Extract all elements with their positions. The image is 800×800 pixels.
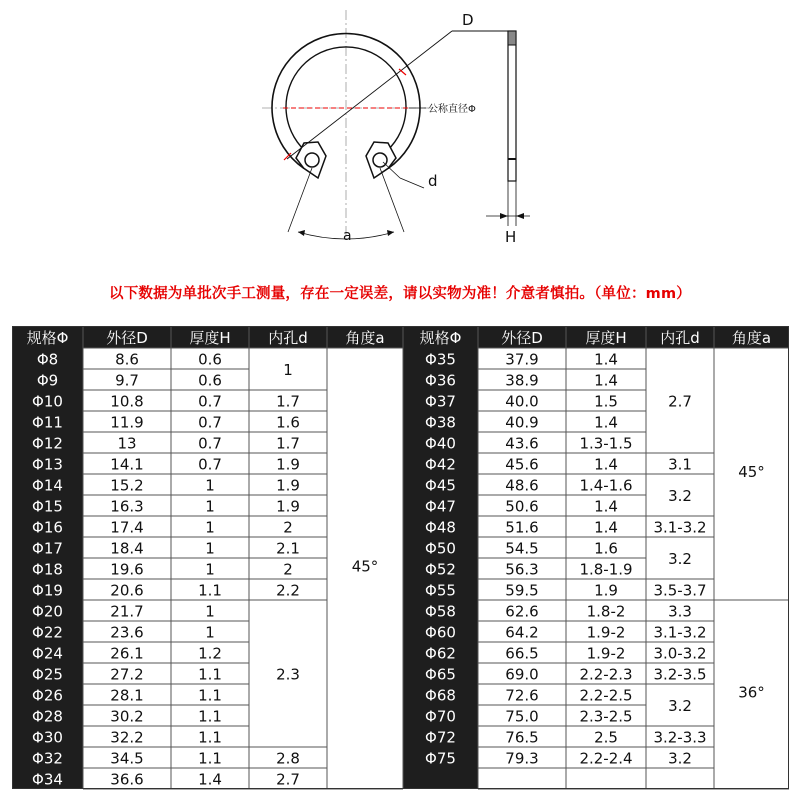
hole-leader-2 — [400, 178, 424, 188]
left-lug-hole — [305, 153, 319, 167]
right-spec-cell: Φ35 — [425, 350, 456, 369]
measurement-notice: 以下数据为单批次手工测量，存在一定误差，请以实物为准！介意者慎拍。（单位：mm） — [109, 286, 691, 302]
left-hole-cell: 2.1 — [276, 539, 300, 558]
left-spec-cell: Φ26 — [32, 686, 63, 705]
left-angle-cell: 45° — [351, 557, 379, 576]
right-spec-cell: Φ62 — [425, 644, 456, 663]
left-header-2: 厚度H — [189, 329, 231, 347]
right-outer-diameter-cell: 51.6 — [505, 518, 539, 537]
left-thickness-cell: 1 — [205, 476, 215, 495]
right-hole-cell: 3.0-3.2 — [653, 644, 707, 663]
left-spec-cell: Φ30 — [32, 728, 63, 747]
left-spec-cell: Φ19 — [32, 581, 63, 600]
right-thickness-cell: 2.2-2.5 — [579, 686, 633, 705]
right-spec-cell: Φ45 — [425, 476, 456, 495]
right-thickness-cell: 1.9-2 — [586, 623, 626, 642]
left-outer-diameter-cell: 19.6 — [110, 560, 144, 579]
angle-label: a — [343, 228, 352, 244]
left-thickness-cell: 0.7 — [198, 413, 222, 432]
left-thickness-cell: 0.6 — [198, 371, 222, 390]
right-hole-cell: 3.1-3.2 — [653, 518, 707, 537]
right-spec-cell: Φ48 — [425, 518, 456, 537]
left-thickness-cell: 1.1 — [198, 686, 222, 705]
left-hole-cell: 2.8 — [276, 749, 300, 768]
left-spec-cell: Φ17 — [32, 539, 63, 558]
left-hole-cell: 1.7 — [276, 434, 300, 453]
thickness-label: H — [505, 228, 517, 246]
left-thickness-cell: 1.1 — [198, 581, 222, 600]
left-header-4: 角度a — [345, 329, 385, 347]
right-thickness-cell: 2.2-2.4 — [579, 749, 633, 768]
right-outer-diameter-cell: 75.0 — [505, 707, 539, 726]
left-outer-diameter-cell: 8.6 — [115, 350, 139, 369]
left-thickness-cell: 1.1 — [198, 707, 222, 726]
left-thickness-cell: 1 — [205, 560, 215, 579]
right-header-1: 外径D — [501, 329, 543, 347]
right-hole-cell: 3.2 — [668, 487, 692, 505]
left-header-0: 规格Φ — [26, 329, 69, 347]
right-thickness-cell: 2.3-2.5 — [579, 707, 633, 726]
left-thickness-cell: 1 — [205, 623, 215, 642]
right-hole-cell: 3.3 — [668, 602, 692, 621]
right-outer-diameter-cell: 62.6 — [505, 602, 539, 621]
right-hole-cell: 3.2 — [668, 550, 692, 568]
left-outer-diameter-cell: 30.2 — [110, 707, 144, 726]
left-hole-cell: 1.9 — [276, 455, 300, 474]
right-thickness-cell: 1.4-1.6 — [579, 476, 633, 495]
left-hole-cell: 1 — [283, 361, 293, 379]
right-outer-diameter-cell: 64.2 — [505, 623, 539, 642]
right-outer-diameter-cell: 48.6 — [505, 476, 539, 495]
left-outer-diameter-cell: 36.6 — [110, 770, 144, 789]
left-hole-cell: 1.6 — [276, 413, 300, 432]
right-outer-diameter-cell: 38.9 — [505, 371, 539, 390]
right-thickness-cell: 1.3-1.5 — [579, 434, 633, 453]
right-outer-diameter-cell: 40.0 — [505, 392, 539, 411]
left-spec-cell: Φ15 — [32, 497, 63, 516]
right-spec-cell: Φ50 — [425, 539, 456, 558]
left-spec-cell: Φ25 — [32, 665, 63, 684]
left-spec-cell: Φ12 — [32, 434, 63, 453]
hole-diameter-label: d — [428, 172, 438, 190]
right-thickness-cell: 2.2-2.3 — [579, 665, 633, 684]
angle-arrow-right — [387, 230, 394, 236]
right-spec-cell: Φ58 — [425, 602, 456, 621]
left-thickness-cell: 1 — [205, 602, 215, 621]
left-outer-diameter-cell: 16.3 — [110, 497, 144, 516]
right-spec-cell: Φ47 — [425, 497, 456, 516]
right-outer-diameter-cell: 50.6 — [505, 497, 539, 516]
outer-diameter-line — [287, 31, 452, 159]
right-outer-diameter-cell: 59.5 — [505, 581, 539, 600]
right-thickness-cell: 1.4 — [594, 518, 618, 537]
left-outer-diameter-cell: 17.4 — [110, 518, 144, 537]
thickness-arrow-left — [500, 213, 508, 219]
right-spec-cell: Φ52 — [425, 560, 456, 579]
right-thickness-cell: 1.8-2 — [586, 602, 626, 621]
left-outer-diameter-cell: 21.7 — [110, 602, 144, 621]
right-outer-diameter-cell: 54.5 — [505, 539, 539, 558]
right-spec-cell: Φ70 — [425, 707, 456, 726]
left-outer-diameter-cell: 28.1 — [110, 686, 144, 705]
left-hole-cell: 2 — [283, 560, 293, 579]
left-hole-cell: 2.2 — [276, 581, 300, 600]
right-thickness-cell: 1.4 — [594, 455, 618, 474]
right-spec-cell: Φ38 — [425, 413, 456, 432]
right-outer-diameter-cell: 72.6 — [505, 686, 539, 705]
right-outer-diameter-cell: 43.6 — [505, 434, 539, 453]
left-hole-cell: 2.3 — [276, 665, 300, 684]
right-lug-hole — [373, 153, 387, 167]
right-header-2: 厚度H — [585, 329, 627, 347]
spec-table — [12, 326, 789, 790]
left-spec-cell: Φ32 — [32, 749, 63, 768]
left-spec-cell: Φ34 — [32, 770, 63, 789]
nominal-diameter-label: 公称直径Φ — [428, 104, 476, 115]
right-spec-cell: Φ36 — [425, 371, 456, 390]
right-outer-diameter-cell: 37.9 — [505, 350, 539, 369]
left-thickness-cell: 1.1 — [198, 749, 222, 768]
left-header-3: 内孔d — [268, 329, 308, 347]
left-thickness-cell: 1.2 — [198, 644, 222, 663]
right-hole-cell: 3.2-3.5 — [653, 665, 707, 684]
angle-line-left — [288, 168, 312, 232]
right-hole-cell: 2.7 — [668, 392, 692, 411]
right-hole-cell: 3.1 — [668, 455, 692, 474]
right-outer-diameter-cell: 40.9 — [505, 413, 539, 432]
left-outer-diameter-cell: 23.6 — [110, 623, 144, 642]
right-outer-diameter-cell: 79.3 — [505, 749, 539, 768]
left-hole-cell: 1.9 — [276, 497, 300, 516]
left-outer-diameter-cell: 14.1 — [110, 455, 144, 474]
right-header-4: 角度a — [731, 329, 772, 347]
left-hole-cell: 2.7 — [276, 770, 300, 789]
right-header-0: 规格Φ — [419, 329, 462, 347]
right-outer-diameter-cell: 45.6 — [505, 455, 539, 474]
left-spec-cell: Φ22 — [32, 623, 63, 642]
right-thickness-cell: 1.9 — [594, 581, 618, 600]
left-spec-cell: Φ11 — [32, 413, 63, 432]
right-thickness-cell: 2.5 — [594, 728, 618, 747]
right-outer-diameter-cell: 76.5 — [505, 728, 539, 747]
right-spec-cell: Φ40 — [425, 434, 456, 453]
right-spec-cell: Φ55 — [425, 581, 456, 600]
right-hole-cell: 3.2 — [668, 697, 692, 715]
right-spec-cell: Φ42 — [425, 455, 456, 474]
left-spec-cell: Φ16 — [32, 518, 63, 537]
right-spec-cell: Φ68 — [425, 686, 456, 705]
right-thickness-cell: 1.5 — [594, 392, 618, 411]
left-outer-diameter-cell: 9.7 — [115, 371, 139, 390]
left-thickness-cell: 0.7 — [198, 455, 222, 474]
right-hole-cell: 3.1-3.2 — [653, 623, 707, 642]
right-outer-diameter-cell: 69.0 — [505, 665, 539, 684]
left-outer-diameter-cell: 15.2 — [110, 476, 144, 495]
right-thickness-cell: 1.4 — [594, 350, 618, 369]
left-thickness-cell: 0.7 — [198, 392, 222, 411]
left-outer-diameter-cell: 18.4 — [110, 539, 144, 558]
right-spec-cell: Φ72 — [425, 728, 456, 747]
left-thickness-cell: 1 — [205, 497, 215, 516]
left-thickness-cell: 1.1 — [198, 665, 222, 684]
left-thickness-cell: 1 — [205, 518, 215, 537]
right-spec-cell: Φ65 — [425, 665, 456, 684]
left-outer-diameter-cell: 13 — [117, 434, 137, 453]
left-outer-diameter-cell: 27.2 — [110, 665, 144, 684]
left-thickness-cell: 0.7 — [198, 434, 222, 453]
right-outer-diameter-cell: 56.3 — [505, 560, 539, 579]
left-thickness-cell: 0.6 — [198, 350, 222, 369]
right-spec-cell: Φ60 — [425, 623, 456, 642]
right-thickness-cell: 1.4 — [594, 497, 618, 516]
right-header-3: 内孔d — [660, 329, 700, 347]
left-spec-cell: Φ8 — [36, 350, 59, 369]
left-outer-diameter-cell: 20.6 — [110, 581, 144, 600]
left-hole-cell: 1.7 — [276, 392, 300, 411]
right-thickness-cell: 1.9-2 — [586, 644, 626, 663]
right-spec-cell: Φ37 — [425, 392, 456, 411]
left-hole-cell: 2 — [283, 518, 293, 537]
right-spec-cell: Φ75 — [425, 749, 456, 768]
left-thickness-cell: 1.4 — [198, 770, 222, 789]
right-angle-cell: 45° — [738, 463, 765, 481]
right-thickness-cell: 1.6 — [594, 539, 618, 558]
left-outer-diameter-cell: 34.5 — [110, 749, 144, 768]
left-spec-cell: Φ9 — [36, 371, 59, 390]
left-spec-cell: Φ28 — [32, 707, 63, 726]
left-spec-cell: Φ10 — [32, 392, 63, 411]
right-angle-cell: 36° — [738, 683, 765, 702]
left-spec-cell: Φ24 — [32, 644, 63, 663]
left-thickness-cell: 1.1 — [198, 728, 222, 747]
left-thickness-cell: 1 — [205, 539, 215, 558]
left-spec-cell: Φ18 — [32, 560, 63, 579]
thickness-arrow-right — [516, 213, 524, 219]
angle-line-right — [380, 168, 404, 232]
right-thickness-cell: 1.4 — [594, 371, 618, 390]
left-outer-diameter-cell: 26.1 — [110, 644, 144, 663]
right-thickness-cell: 1.8-1.9 — [579, 560, 633, 579]
right-thickness-cell: 1.4 — [594, 413, 618, 432]
left-spec-cell: Φ13 — [32, 455, 63, 474]
left-outer-diameter-cell: 32.2 — [110, 728, 144, 747]
left-spec-cell: Φ20 — [32, 602, 63, 621]
right-hole-cell: 3.2 — [668, 749, 692, 768]
left-hole-cell: 1.9 — [276, 476, 300, 495]
left-header-1: 外径D — [106, 329, 148, 347]
left-outer-diameter-cell: 10.8 — [110, 392, 144, 411]
right-hole-cell: 3.2-3.3 — [653, 728, 707, 747]
left-outer-diameter-cell: 11.9 — [110, 413, 144, 432]
left-spec-cell: Φ14 — [32, 476, 63, 495]
outer-diameter-label: D — [462, 11, 474, 29]
angle-arrow-left — [298, 230, 305, 236]
side-view-hatch-top — [508, 31, 516, 45]
right-outer-diameter-cell: 66.5 — [505, 644, 539, 663]
right-hole-cell: 3.5-3.7 — [653, 581, 707, 600]
retaining-ring-diagram — [0, 0, 800, 260]
side-view-step — [508, 158, 516, 160]
